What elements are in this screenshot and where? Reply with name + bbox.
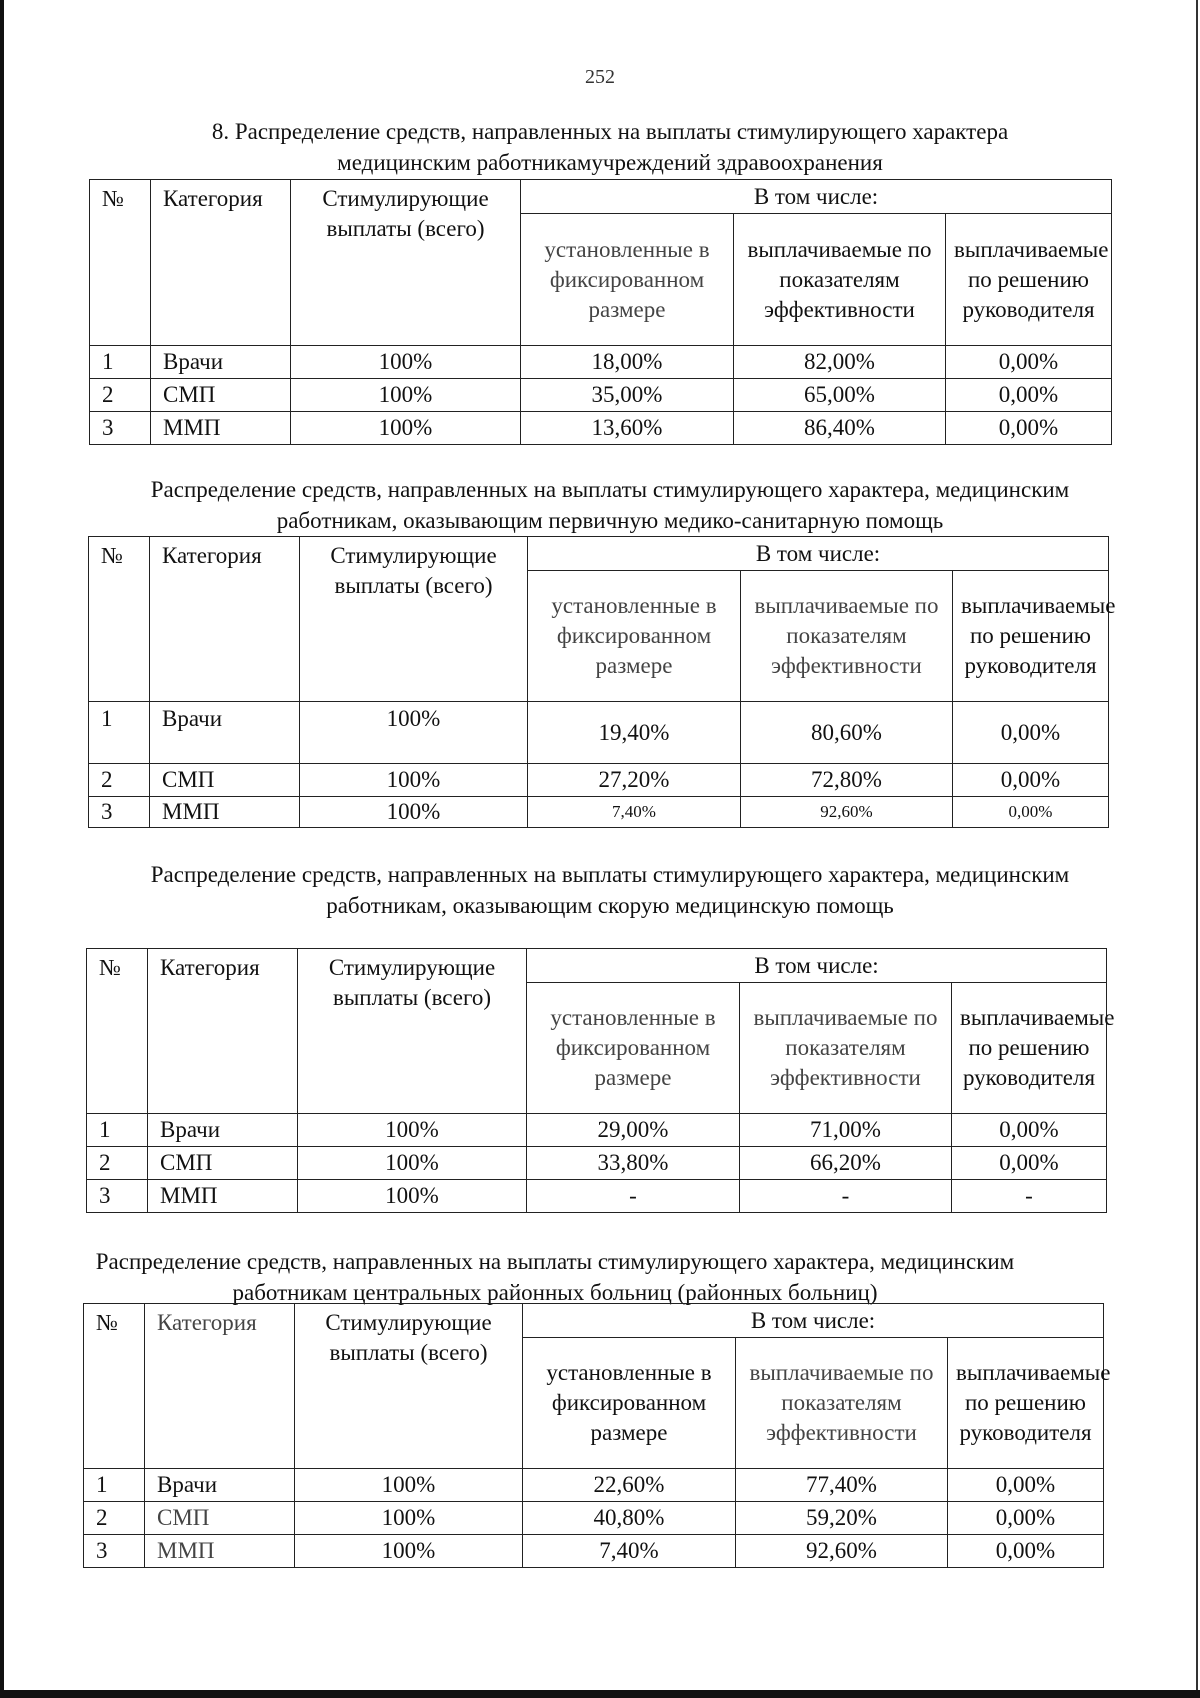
cell-category: ММП — [150, 797, 300, 828]
cell-efficiency: 65,00% — [734, 379, 946, 412]
header-category: Категория — [150, 537, 300, 702]
cell-category: СМП — [145, 1502, 295, 1535]
caption-line: Распределение средств, направленных на выплаты стимулирующего характера, медицинским — [150, 477, 1070, 502]
header-group: В том числе: — [528, 537, 1109, 571]
cell-category: Врачи — [151, 346, 291, 379]
cell-category: ММП — [151, 412, 291, 445]
header-group: В том числе: — [523, 1304, 1104, 1338]
header-efficiency: выплачиваемые по показателям эффективности — [740, 983, 952, 1114]
cell-manager: 0,00% — [948, 1535, 1104, 1568]
header-total: Стимулирующие выплаты (всего) — [300, 537, 528, 702]
cell-total: 100% — [291, 412, 521, 445]
header-fixed: установленные в фиксированном размере — [521, 214, 734, 346]
cell-efficiency: 82,00% — [734, 346, 946, 379]
caption-line: 8. Распределение средств, направленных на выплаты стимулирующего характера — [211, 119, 1009, 144]
header-efficiency: выплачиваемые по показателям эффективности — [734, 214, 946, 346]
cell-num: 1 — [90, 346, 151, 379]
cell-category: СМП — [148, 1147, 298, 1180]
cell-total: 100% — [295, 1502, 523, 1535]
cell-efficiency: 59,20% — [736, 1502, 948, 1535]
page-number: 252 — [585, 66, 615, 88]
cell-manager: 0,00% — [946, 379, 1112, 412]
cell-total: 100% — [300, 797, 528, 828]
cell-num: 3 — [90, 412, 151, 445]
table-row — [84, 1535, 1104, 1568]
header-fixed: установленные в фиксированном размере — [528, 571, 741, 702]
caption-line: Распределение средств, направленных на выплаты стимулирующего характера, медицинским — [150, 862, 1070, 887]
cell-total: 100% — [291, 346, 521, 379]
header-num: № — [89, 537, 150, 702]
table-row — [87, 1180, 1107, 1213]
header-total: Стимулирующие выплаты (всего) — [298, 949, 527, 1114]
header-group: В том числе: — [521, 180, 1112, 214]
header-group: В том числе: — [527, 949, 1107, 983]
cell-total: 100% — [300, 702, 528, 764]
scan-edge-bottom — [0, 1690, 1200, 1698]
cell-num: 2 — [89, 764, 150, 797]
header-efficiency: выплачиваемые по показателям эффективности — [736, 1338, 948, 1469]
cell-manager: - — [952, 1180, 1107, 1213]
cell-efficiency: 92,60% — [736, 1535, 948, 1568]
cell-fixed: 22,60% — [523, 1469, 736, 1502]
cell-category: СМП — [150, 764, 300, 797]
table-row — [87, 1114, 1107, 1147]
cell-num: 2 — [84, 1502, 145, 1535]
table-row — [90, 412, 1112, 445]
header-manager: выплачиваемые по решению руководителя — [948, 1338, 1104, 1469]
cell-fixed: 27,20% — [528, 764, 741, 797]
cell-num: 1 — [87, 1114, 148, 1147]
section-3-caption — [0, 859, 1200, 921]
header-category: Категория — [148, 949, 298, 1114]
header-manager: выплачиваемые по решению руководителя — [953, 571, 1109, 702]
cell-fixed: 29,00% — [527, 1114, 740, 1147]
cell-category: Врачи — [150, 702, 300, 764]
header-total: Стимулирующие выплаты (всего) — [295, 1304, 523, 1469]
cell-category: СМП — [151, 379, 291, 412]
section-1-caption — [0, 116, 1200, 178]
table-section-3 — [86, 948, 1115, 1213]
cell-efficiency: 86,40% — [734, 412, 946, 445]
cell-num: 2 — [87, 1147, 148, 1180]
table-row — [89, 764, 1109, 797]
cell-manager: 0,00% — [952, 1147, 1107, 1180]
cell-total: 100% — [298, 1180, 527, 1213]
cell-total: 100% — [291, 379, 521, 412]
cell-manager: 0,00% — [952, 1114, 1107, 1147]
header-efficiency: выплачиваемые по показателям эффективности — [741, 571, 953, 702]
header-total: Стимулирующие выплаты (всего) — [291, 180, 521, 346]
table-row — [89, 797, 1109, 828]
scan-edge-right — [1196, 0, 1198, 1698]
cell-efficiency: - — [740, 1180, 952, 1213]
cell-manager: 0,00% — [953, 797, 1109, 828]
scan-edge-left — [0, 0, 4, 1698]
cell-category: Врачи — [145, 1469, 295, 1502]
cell-fixed: 35,00% — [521, 379, 734, 412]
cell-manager: 0,00% — [948, 1502, 1104, 1535]
cell-fixed: 40,80% — [523, 1502, 736, 1535]
caption-line: работникам, оказывающим скорую медицинскую помощь — [326, 893, 894, 918]
table-section-4 — [83, 1303, 1111, 1568]
cell-efficiency: 71,00% — [740, 1114, 952, 1147]
cell-num: 3 — [84, 1535, 145, 1568]
table-row — [87, 1147, 1107, 1180]
cell-efficiency: 72,80% — [741, 764, 953, 797]
cell-manager: 0,00% — [953, 702, 1109, 764]
cell-num: 1 — [89, 702, 150, 764]
cell-total: 100% — [300, 764, 528, 797]
cell-fixed: 19,40% — [528, 702, 741, 764]
header-fixed: установленные в фиксированном размере — [527, 983, 740, 1114]
cell-manager: 0,00% — [946, 412, 1112, 445]
cell-num: 1 — [84, 1469, 145, 1502]
cell-fixed: 7,40% — [523, 1535, 736, 1568]
cell-manager: 0,00% — [953, 764, 1109, 797]
table-row — [84, 1502, 1104, 1535]
caption-line: работникам, оказывающим первичную медико-санитарную помощь — [276, 508, 944, 533]
cell-efficiency: 80,60% — [741, 702, 953, 764]
cell-num: 2 — [90, 379, 151, 412]
caption-line: работникам центральных районных больниц (районных больниц) — [232, 1280, 878, 1305]
header-num: № — [87, 949, 148, 1114]
cell-fixed: 18,00% — [521, 346, 734, 379]
cell-fixed: 33,80% — [527, 1147, 740, 1180]
table-section-1 — [89, 179, 1112, 445]
cell-num: 3 — [87, 1180, 148, 1213]
cell-efficiency: 77,40% — [736, 1469, 948, 1502]
caption-line: Распределение средств, направленных на выплаты стимулирующего характера, медицинским — [95, 1249, 1015, 1274]
cell-num: 3 — [89, 797, 150, 828]
cell-manager: 0,00% — [946, 346, 1112, 379]
cell-total: 100% — [298, 1114, 527, 1147]
table-row — [89, 702, 1109, 764]
cell-total: 100% — [295, 1535, 523, 1568]
header-num: № — [90, 180, 151, 346]
cell-fixed: 13,60% — [521, 412, 734, 445]
cell-category: Врачи — [148, 1114, 298, 1147]
cell-total: 100% — [295, 1469, 523, 1502]
table-row — [90, 346, 1112, 379]
table-row — [90, 379, 1112, 412]
table-section-2 — [88, 536, 1116, 828]
table-row — [84, 1469, 1104, 1502]
cell-fixed: - — [527, 1180, 740, 1213]
cell-category: ММП — [148, 1180, 298, 1213]
header-category: Категория — [151, 180, 291, 346]
cell-manager: 0,00% — [948, 1469, 1104, 1502]
header-category: Категория — [145, 1304, 295, 1469]
header-manager: выплачиваемые по решению руководителя — [952, 983, 1107, 1114]
header-manager: выплачиваемые по решению руководителя — [946, 214, 1112, 346]
caption-line: медицинским работникамучреждений здравоохранения — [337, 150, 883, 175]
header-fixed: установленные в фиксированном размере — [523, 1338, 736, 1469]
header-num: № — [84, 1304, 145, 1469]
cell-efficiency: 66,20% — [740, 1147, 952, 1180]
cell-total: 100% — [298, 1147, 527, 1180]
section-4-caption — [0, 1246, 1200, 1308]
section-2-caption — [0, 474, 1200, 536]
cell-efficiency: 92,60% — [741, 797, 953, 828]
cell-category: ММП — [145, 1535, 295, 1568]
cell-fixed: 7,40% — [528, 797, 741, 828]
